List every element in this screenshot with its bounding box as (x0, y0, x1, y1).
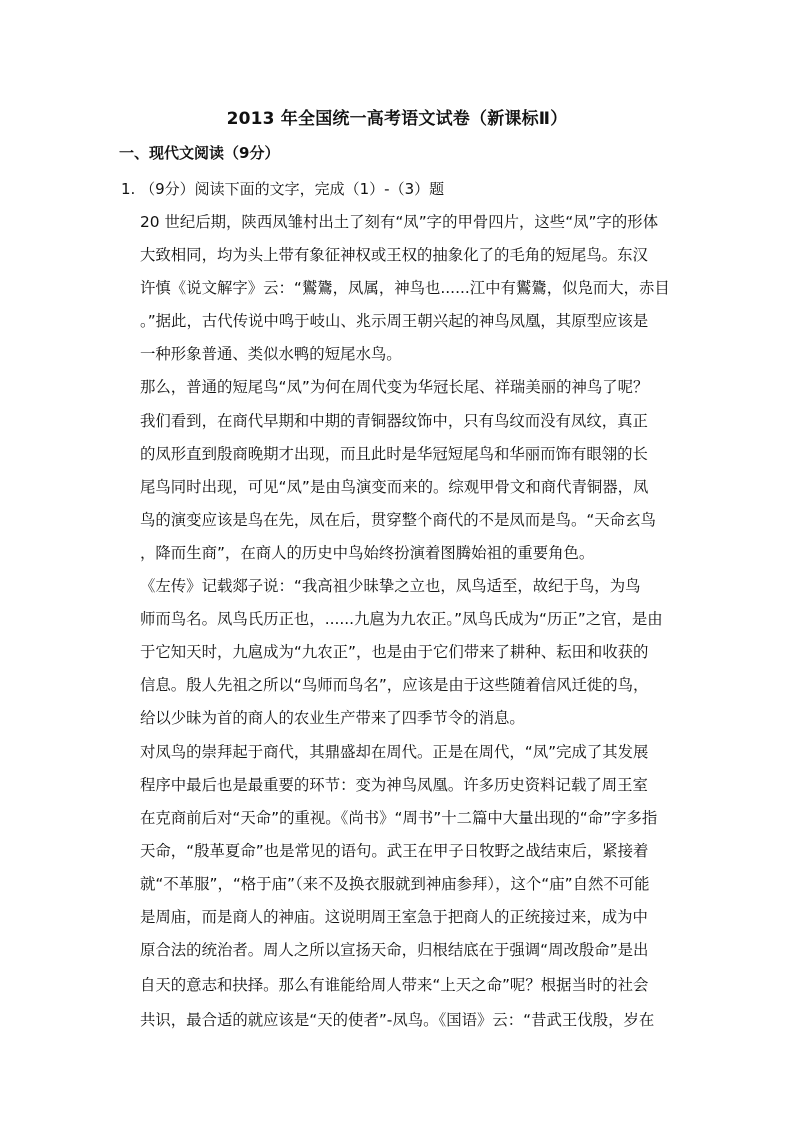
passage-line: 原合法的统治者。周人之所以宣扬天命，归根结底在于强调“周改殷命”是出 (140, 941, 649, 960)
passage-line: 给以少昧为首的商人的农业生产带来了四季节令的消息。 (140, 709, 525, 728)
question-prompt: 1. （9分）阅读下面的文字，完成（1）-（3）题 (121, 180, 445, 198)
passage-line: ，降而生商”，在商人的历史中鸟始终扮演着图腾始祖的重要角色。 (140, 543, 595, 562)
document-title: 2013 年全国统一高考语文试卷（新课标Ⅱ） (226, 109, 568, 129)
passage-line: 信息。殷人先祖之所以“鸟师而鸟名”，应该是由于这些随着信风迁徙的鸟， (140, 676, 649, 695)
passage-line: 共识，最合适的就应该是“天的使者”-凤鸟。《国语》云：“昔武王伐殷，岁在 (140, 1011, 655, 1030)
passage-line: 程序中最后也是最重要的环节：变为神鸟凤凰。许多历史资料记载了周王室 (140, 775, 648, 794)
passage-line: 20 世纪后期，陕西凤雏村出土了刻有“凤”字的甲骨四片，这些“凤”字的形体 (140, 213, 659, 231)
passage-line: 《左传》记载郯子说：“我高祖少昧挚之立也，凤鸟适至，故纪于鸟，为鸟 (140, 577, 641, 596)
passage-line: 许慎《说文解字》云：“鸑鷟，凤属，神鸟也......江中有鸑鷟，似凫而大，赤目 (140, 279, 670, 298)
passage-line: 的凤形直到殷商晚期才出现，而且此时是华冠短尾鸟和华丽而饰有眼翎的长 (140, 444, 648, 463)
section-heading: 一、现代文阅读（9分） (119, 144, 280, 162)
passage-line: 那么，普通的短尾鸟“凤”为何在周代变为华冠长尾、祥瑞美丽的神鸟了呢？ (140, 378, 649, 397)
reading-passage (140, 206, 676, 1037)
passage-line: 就“不革服”，“格于庙”（来不及换衣服就到神庙参拜），这个“庙”自然不可能 (140, 874, 650, 893)
passage-line: 我们看到，在商代早期和中期的青铜器纹饰中，只有鸟纹而没有凤纹，真正 (140, 411, 648, 430)
passage-line: 对凤鸟的崇拜起于商代，其鼎盛却在周代。正是在周代，“凤”完成了其发展 (140, 742, 649, 761)
passage-line: 于它知天时，九扈成为“九农正”，也是由于它们带来了耕种、耘田和收获的 (140, 643, 649, 662)
passage-line: 是周庙，而是商人的神庙。这说明周王室急于把商人的正统接过来，成为中 (140, 907, 648, 926)
passage-line: 尾鸟同时出现，可见“凤”是由鸟演变而来的。综观甲骨文和商代青铜器，凤 (140, 477, 649, 496)
passage-line: 天命，“殷革夏命”也是常见的语句。武王在甲子日牧野之战结束后，紧接着 (140, 841, 649, 860)
passage-line: 一种形象普通、类似水鸭的短尾水鸟。 (140, 345, 402, 364)
passage-line: 鸟的演变应该是鸟在先，凤在后，贯穿整个商代的不是凤而是鸟。“天命玄鸟 (140, 510, 656, 529)
passage-line: 在克商前后对“天命”的重视。《尚书》“周书”十二篇中大量出现的“命”字多指 (140, 808, 658, 827)
passage-line: 师而鸟名。凤鸟氏历正也，......九扈为九农正。”凤鸟氏成为“历正”之官，是由 (140, 610, 663, 629)
passage-line: 大致相同，均为头上带有象征神权或王权的抽象化了的毛角的短尾鸟。东汉 (140, 246, 648, 265)
passage-line: 自天的意志和抉择。那么有谁能给周人带来“上天之命”呢？根据当时的社会 (140, 976, 649, 995)
passage-line: 。”据此，古代传说中鸣于岐山、兆示周王朝兴起的神鸟凤凰，其原型应该是 (140, 312, 649, 331)
